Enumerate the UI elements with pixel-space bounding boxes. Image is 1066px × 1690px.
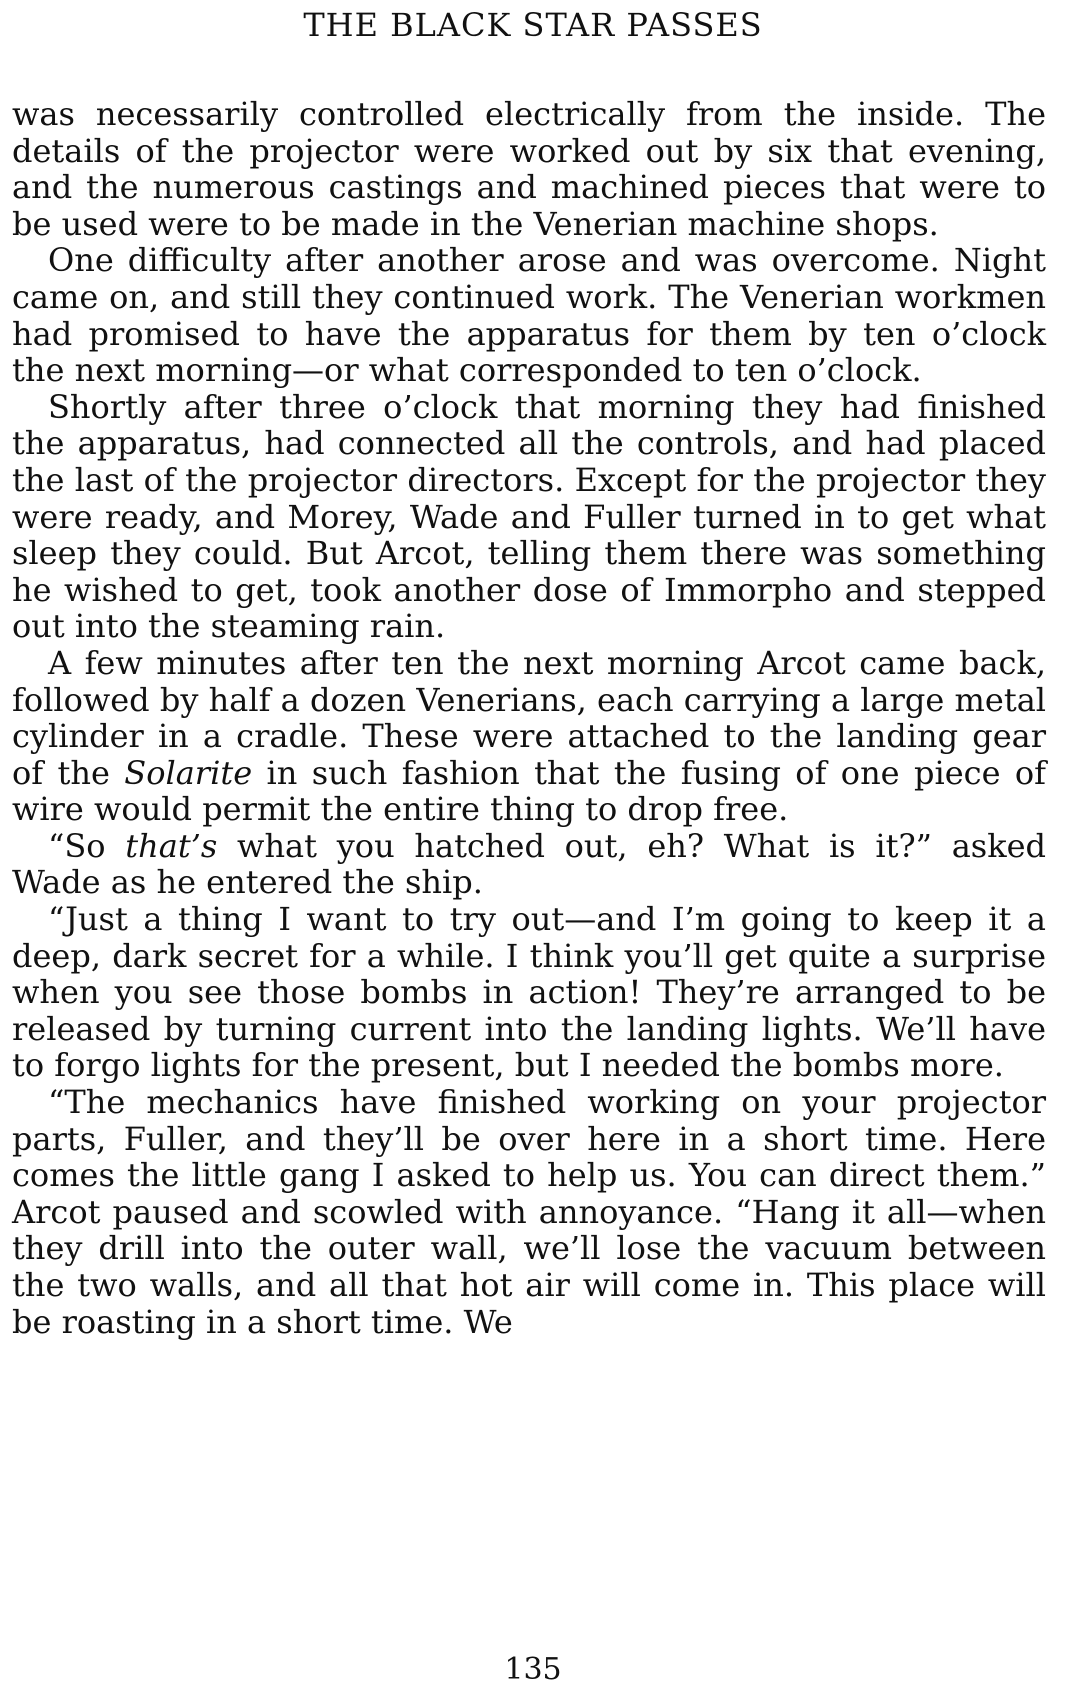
paragraph-5-text-b: what you hatched out, eh? What is it?” asked Wade as he entered the ship. (12, 826, 1047, 902)
page-number: 135 (504, 1652, 562, 1687)
paragraph-6: “Just a thing I want to try out—and I’m going to keep it a deep, dark secret for a while. I think you’ll get quite a surprise when you see those bombs in action! They’re arranged to be released by turning current into the landing lights. We’ll have to forgo lights for the present, but I needed the bombs more. (12, 900, 1046, 1085)
paragraph-4-text-a: A few minutes after ten the next morning Arcot came back, followed by half a dozen Venerians, each carrying a large metal cylinder in a cradle. These were attached to the landing gear of the (12, 643, 1046, 792)
paragraph-2: One difficulty after another arose and was overcome. Night came on, and still they continued work. The Venerian workmen had promised to have the apparatus for them by ten o’clock the next morning—or what corresponded to ten o’clock. (12, 241, 1046, 390)
paragraph-7: “The mechanics have finished working on your projector parts, Fuller, and they’ll be over here in a short time. Here comes the little gang I asked to help us. You can direct them.” Arcot paused and scowled with annoyance. “Hang it all—when they drill into the outer wall, we’ll lose the vacuum between the two walls, and all that hot air will come in. This place will be roasting in a short time. We (12, 1083, 1046, 1341)
paragraph-3: Shortly after three o’clock that morning they had finished the apparatus, had connected all the controls, and had placed the last of the projector directors. Except for the projector they were ready, and Morey, Wade and Fuller turned in to get what sleep they could. But Arcot, telling them there was something he wished to get, took another dose of Immorpho and stepped out into the steaming rain. (12, 387, 1046, 646)
paragraph-1: was necessarily controlled electrically from the inside. The details of the projector were worked out by six that evening, and the numerous castings and machined pieces that were to be used were to be made in the Venerian machine shops. (12, 95, 1046, 243)
ship-name-italic: Solarite (124, 753, 253, 792)
body-text (12, 96, 1046, 1340)
running-head: THE BLACK STAR PASSES (303, 6, 763, 44)
emphasis-italic: that’s (125, 826, 218, 865)
paragraph-5-text-a: “So (48, 826, 106, 865)
paragraph-4 (12, 645, 1046, 828)
paragraph-4-text-b: in such fashion that the fusing of one piece of wire would permit the entire thing to drop free. (12, 753, 1047, 829)
paragraph-5 (12, 828, 1046, 901)
